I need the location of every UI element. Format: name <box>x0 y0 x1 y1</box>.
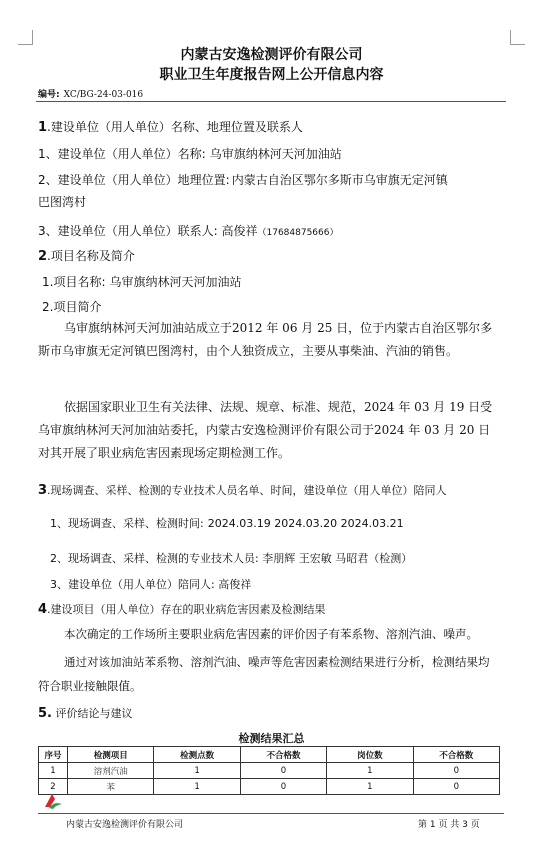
section2-number: 2 <box>38 249 48 264</box>
table-cell: 1 <box>327 763 413 779</box>
crop-mark-top-right <box>510 30 525 45</box>
para2-date1: 2024 年 03 月 19 日 <box>364 400 481 414</box>
para2-text-c: 对其开展了职业病危害因素现场定期检测工作。 <box>38 446 291 460</box>
section1-title: .建设单位（用人单位）名称、地理位置及联系人 <box>47 120 303 134</box>
section2-item1-label: 1.项目名称: <box>42 275 106 289</box>
table-cell: 2 <box>39 779 68 795</box>
footer-page-number: 第 1 页 共 3 页 <box>418 820 480 830</box>
section1-heading <box>38 118 303 135</box>
table-cell: 0 <box>240 779 326 795</box>
table-row <box>39 763 500 779</box>
doc-no-value: XC/BG-24-03-016 <box>63 90 144 100</box>
table-cell: 苯 <box>68 779 154 795</box>
para2-text-b: 受乌审旗纳林河天河加油站委托，内蒙古安逸检测评价有限公司于 <box>38 400 493 437</box>
section2-heading <box>38 247 135 264</box>
col-header-posts: 岗位数 <box>327 747 413 763</box>
results-table <box>38 746 500 795</box>
section3-item1-label: 1、现场调查、采样、检测时间: <box>50 517 204 530</box>
document-number <box>38 87 143 100</box>
section1-number: 1 <box>38 120 48 135</box>
document-title: 职业卫生年度报告网上公开信息内容 <box>159 67 384 83</box>
table-cell: 0 <box>413 779 499 795</box>
table-cell: 溶剂汽油 <box>68 763 154 779</box>
results-table-title: 检测结果汇总 <box>238 732 305 745</box>
section3-item1-dates: 2024.03.19 2024.03.20 2024.03.21 <box>207 517 404 530</box>
section2-item1 <box>42 273 242 290</box>
col-header-item: 检测项目 <box>68 747 154 763</box>
section1-item3 <box>38 222 339 239</box>
company-logo-icon <box>42 790 64 812</box>
footer-divider <box>38 813 504 814</box>
company-title: 内蒙古安逸检测评价有限公司 <box>180 47 363 63</box>
col-header-unqualified-points: 不合格数 <box>240 747 326 763</box>
table-cell: 1 <box>39 763 68 779</box>
section3-heading <box>38 482 447 498</box>
table-row <box>39 779 500 795</box>
section1-item1 <box>38 145 342 162</box>
section3-number: 3 <box>38 483 48 498</box>
col-header-index: 序号 <box>39 747 68 763</box>
para1-text-a: 乌审旗纳林河天河加油站成立于 <box>64 321 233 335</box>
section3-item3: 3、建设单位（用人单位）陪同人: 高俊祥 <box>50 578 252 591</box>
para2-text-a: 依据国家职业卫生有关法律、法规、规章、标准、规范， <box>64 400 365 414</box>
section2-item1-value: 乌审旗纳林河天河加油站 <box>109 275 242 289</box>
header-divider <box>36 101 506 102</box>
section1-item2-value: 内蒙古自治区鄂尔多斯市乌审旗无定河镇 <box>231 173 448 187</box>
section3-item2: 2、现场调查、采样、检测的专业技术人员: 李朋辉 王宏敏 马昭君（检测） <box>50 552 413 565</box>
section4-paragraph2: 通过对该加油站苯系物、溶剂汽油、噪声等危害因素检测结果进行分析，检测结果均符合职业接触限值。 <box>38 655 490 693</box>
section1-item3-label: 3、建设单位（用人单位）联系人: 高俊祥 <box>38 224 258 238</box>
section5-heading <box>38 705 132 721</box>
section4-title: .建设项目（用人单位）存在的职业病危害因素及检测结果 <box>47 603 326 616</box>
section5-title: 评价结论与建议 <box>51 707 133 720</box>
section1-item2 <box>38 171 448 188</box>
section4-paragraph1: 本次确定的工作场所主要职业病危害因素的评价因子有苯系物、溶剂汽油、噪声。 <box>64 627 478 641</box>
section4-number: 4 <box>38 602 48 617</box>
para2-date2: 2024 年 03 月 20 日 <box>374 423 491 437</box>
section1-item2-label: 2、建设单位（用人单位）地理位置: <box>38 173 230 187</box>
section3-item1 <box>50 515 404 531</box>
section2-title: .项目名称及简介 <box>47 249 135 263</box>
section2-paragraph2 <box>38 396 500 465</box>
col-header-unqualified-posts: 不合格数 <box>413 747 499 763</box>
section5-number: 5. <box>38 706 52 721</box>
section1-item2-continued: 巴图湾村 <box>38 195 87 209</box>
section1-item1-label: 1、建设单位（用人单位）名称: <box>38 147 206 161</box>
crop-mark-top-left <box>18 30 33 45</box>
col-header-points: 检测点数 <box>154 747 240 763</box>
table-cell: 0 <box>240 763 326 779</box>
section3-title: .现场调查、采样、检测的专业技术人员名单、时间，建设单位（用人单位）陪同人 <box>47 484 447 497</box>
section4-heading <box>38 601 326 617</box>
table-cell: 0 <box>413 763 499 779</box>
results-table-header-row <box>39 747 500 763</box>
table-cell: 1 <box>154 779 240 795</box>
para1-text-b: ，位于内蒙古自治区鄂尔多斯市乌审旗无定河镇巴图湾村，由个人独资成立，主要从事柴油、汽油的销售。 <box>38 321 493 358</box>
section1-item3-phone: （17684875666） <box>257 228 339 238</box>
para1-date: 2012 年 06 月 25 日 <box>232 321 349 335</box>
table-cell: 1 <box>327 779 413 795</box>
section1-item1-value: 乌审旗纳林河天河加油站 <box>209 147 342 161</box>
section2-paragraph1 <box>38 317 500 363</box>
footer-company: 内蒙古安逸检测评价有限公司 <box>66 820 184 830</box>
doc-no-label: 编号: <box>38 90 60 100</box>
section2-item2: 2.项目简介 <box>42 300 102 314</box>
table-cell: 1 <box>154 763 240 779</box>
